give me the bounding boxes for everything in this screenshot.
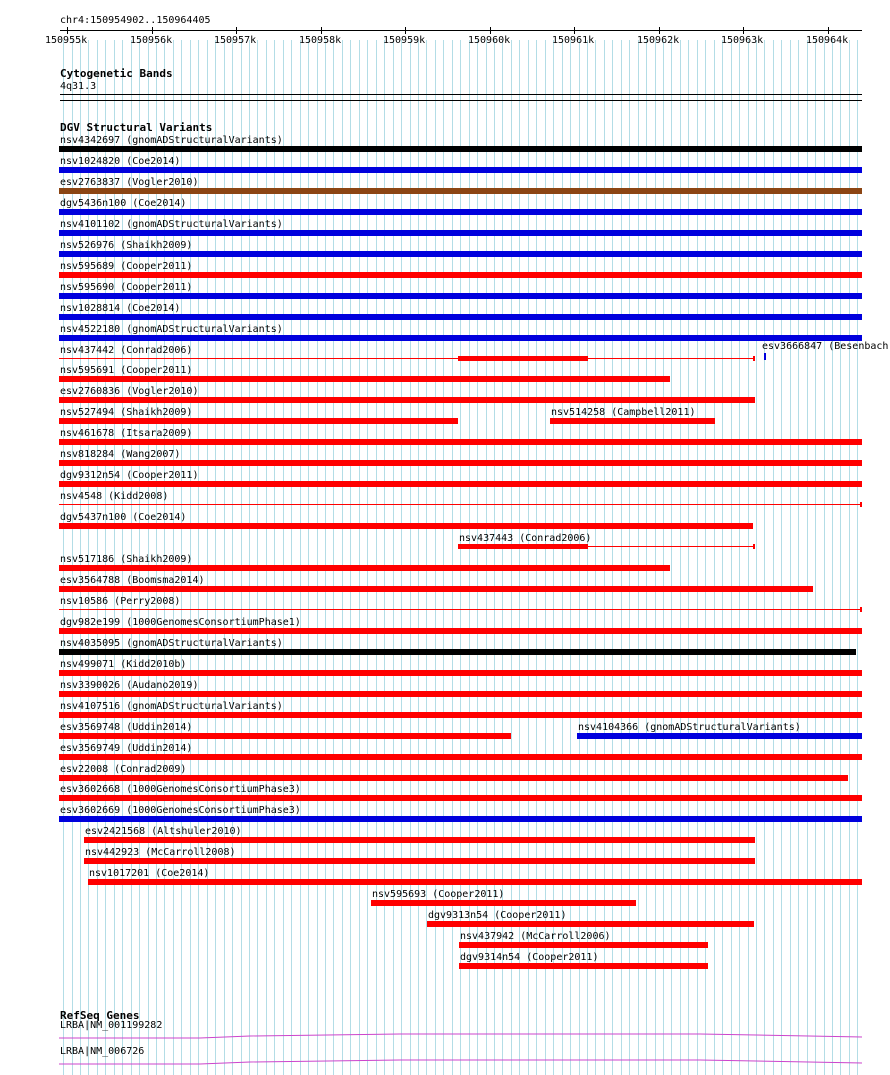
feature-label[interactable]: nsv1028814 (Coe2014)	[60, 303, 181, 314]
feature-label[interactable]: dgv9312n54 (Cooper2011)	[60, 470, 199, 481]
feature-glyph[interactable]	[88, 879, 862, 885]
feature-glyph[interactable]	[59, 795, 862, 801]
feature-label[interactable]: nsv4342697 (gnomADStructuralVariants)	[60, 135, 283, 146]
feature-glyph[interactable]	[59, 209, 862, 215]
feature-glyph[interactable]	[59, 481, 862, 487]
feature-glyph[interactable]	[371, 900, 636, 906]
feature-glyph[interactable]	[59, 754, 862, 760]
feature-label[interactable]: nsv1017201 (Coe2014)	[89, 868, 210, 879]
feature-glyph[interactable]	[59, 609, 862, 610]
feature-label[interactable]: nsv4101102 (gnomADStructuralVariants)	[60, 219, 283, 230]
feature-label[interactable]: nsv1024820 (Coe2014)	[60, 156, 181, 167]
ruler-tick	[574, 27, 575, 34]
ruler-tick-label: 150962k	[637, 35, 680, 46]
ruler-tick	[743, 27, 744, 34]
ruler-axis	[60, 30, 862, 31]
gene-model[interactable]	[0, 1029, 890, 1041]
track-separator	[60, 100, 862, 101]
ruler-tick	[67, 27, 68, 34]
feature-glyph[interactable]	[59, 167, 862, 173]
feature-glyph[interactable]	[459, 942, 708, 948]
cytoband-label: 4q31.3	[60, 81, 97, 92]
feature-label[interactable]: nsv437443 (Conrad2006)	[459, 533, 592, 544]
ruler-tick	[152, 27, 153, 34]
feature-label[interactable]: dgv9313n54 (Cooper2011)	[428, 910, 567, 921]
feature-label[interactable]: esv22008 (Conrad2009)	[60, 764, 187, 775]
feature-glyph[interactable]	[59, 376, 670, 382]
feature-label[interactable]: esv3569748 (Uddin2014)	[60, 722, 193, 733]
feature-glyph[interactable]	[59, 523, 753, 529]
feature-glyph[interactable]	[59, 712, 862, 718]
feature-label[interactable]: nsv437442 (Conrad2006)	[60, 345, 193, 356]
ruler-tick	[405, 27, 406, 34]
feature-glyph[interactable]	[59, 293, 862, 299]
feature-label[interactable]: nsv4104366 (gnomADStructuralVariants)	[578, 722, 801, 733]
feature-label[interactable]: nsv4522180 (gnomADStructuralVariants)	[60, 324, 283, 335]
feature-glyph[interactable]	[59, 314, 862, 320]
feature-glyph[interactable]	[59, 439, 862, 445]
feature-label[interactable]: esv2421568 (Altshuler2010)	[85, 826, 242, 837]
feature-label[interactable]: esv3666847 (Besenbach	[762, 341, 889, 352]
ruler-tick-label: 150959k	[383, 35, 426, 46]
feature-label[interactable]: nsv527494 (Shaikh2009)	[60, 407, 193, 418]
feature-glyph[interactable]	[59, 397, 755, 403]
feature-glyph[interactable]	[459, 963, 708, 969]
feature-glyph[interactable]	[550, 418, 715, 424]
feature-glyph[interactable]	[577, 733, 862, 739]
ruler-tick-label: 150963k	[721, 35, 764, 46]
feature-label[interactable]: nsv595693 (Cooper2011)	[372, 889, 505, 900]
feature-label[interactable]: nsv595691 (Cooper2011)	[60, 365, 193, 376]
cytoband-bar	[60, 94, 862, 95]
feature-glyph[interactable]	[764, 353, 766, 360]
feature-glyph[interactable]	[59, 418, 458, 424]
feature-label[interactable]: esv3569749 (Uddin2014)	[60, 743, 193, 754]
ruler-tick	[236, 27, 237, 34]
feature-glyph[interactable]	[458, 544, 588, 549]
feature-label[interactable]: nsv3390026 (Audano2019)	[60, 680, 199, 691]
dgv-track-title: DGV Structural Variants	[60, 121, 213, 134]
feature-label[interactable]: esv3564788 (Boomsma2014)	[60, 575, 205, 586]
feature-glyph[interactable]	[59, 586, 813, 592]
feature-label[interactable]: dgv5436n100 (Coe2014)	[60, 198, 187, 209]
feature-glyph[interactable]	[59, 188, 862, 194]
feature-label[interactable]: nsv10586 (Perry2008)	[60, 596, 181, 607]
gene-model[interactable]	[0, 1055, 890, 1067]
feature-glyph[interactable]	[458, 356, 588, 361]
feature-glyph[interactable]	[59, 733, 511, 739]
ruler-tick-label: 150964k	[806, 35, 849, 46]
feature-label[interactable]: nsv437942 (McCarroll2006)	[460, 931, 611, 942]
ruler-tick-label: 150955k	[45, 35, 88, 46]
feature-glyph[interactable]	[59, 335, 862, 341]
ruler-tick	[490, 27, 491, 34]
feature-glyph[interactable]	[84, 858, 755, 864]
feature-glyph[interactable]	[84, 837, 755, 843]
feature-glyph[interactable]	[59, 504, 862, 505]
feature-label[interactable]: nsv499071 (Kidd2010b)	[60, 659, 187, 670]
ruler-tick	[659, 27, 660, 34]
refseq-track-title: RefSeq Genes	[60, 1009, 140, 1022]
feature-glyph[interactable]	[59, 816, 862, 822]
feature-end-cap	[860, 607, 862, 612]
feature-glyph[interactable]	[59, 775, 848, 781]
feature-label[interactable]: nsv4107516 (gnomADStructuralVariants)	[60, 701, 283, 712]
feature-label[interactable]: nsv595689 (Cooper2011)	[60, 261, 193, 272]
feature-label[interactable]: nsv4548 (Kidd2008)	[60, 491, 169, 502]
gene-label[interactable]: LRBA|NM_001199282	[60, 1020, 163, 1031]
gene-label[interactable]: LRBA|NM_006726	[60, 1046, 145, 1057]
feature-label[interactable]: nsv517186 (Shaikh2009)	[60, 554, 193, 565]
feature-label[interactable]: nsv595690 (Cooper2011)	[60, 282, 193, 293]
feature-label[interactable]: esv2760836 (Vogler2010)	[60, 386, 199, 397]
locus-label: chr4:150954902..150964405	[60, 15, 211, 26]
feature-glyph[interactable]	[59, 691, 862, 697]
feature-label[interactable]: nsv442923 (McCarroll2008)	[85, 847, 236, 858]
feature-glyph[interactable]	[427, 921, 754, 927]
feature-glyph[interactable]	[59, 628, 862, 634]
cytoband-track-title: Cytogenetic Bands	[60, 67, 173, 80]
feature-label[interactable]: dgv5437n100 (Coe2014)	[60, 512, 187, 523]
ruler-tick	[321, 27, 322, 34]
ruler-tick-label: 150961k	[552, 35, 595, 46]
feature-label[interactable]: dgv9314n54 (Cooper2011)	[460, 952, 599, 963]
feature-glyph[interactable]	[59, 272, 862, 278]
ruler-tick-label: 150958k	[299, 35, 342, 46]
ruler-tick-label: 150960k	[468, 35, 511, 46]
feature-label[interactable]: esv3602669 (1000GenomesConsortiumPhase3)	[60, 805, 301, 816]
feature-label[interactable]: esv3602668 (1000GenomesConsortiumPhase3)	[60, 784, 301, 795]
feature-label[interactable]: nsv818284 (Wang2007)	[60, 449, 181, 460]
feature-glyph[interactable]	[59, 251, 862, 257]
gene-line	[59, 1060, 862, 1064]
feature-label[interactable]: esv2763837 (Vogler2010)	[60, 177, 199, 188]
ruler-tick-label: 150956k	[130, 35, 173, 46]
ruler-tick	[828, 27, 829, 34]
feature-glyph[interactable]	[59, 460, 862, 466]
gene-line	[59, 1034, 862, 1038]
feature-label[interactable]: nsv514258 (Campbell2011)	[551, 407, 696, 418]
feature-label[interactable]: dgv982e199 (1000GenomesConsortiumPhase1)	[60, 617, 301, 628]
feature-glyph[interactable]	[59, 358, 755, 359]
feature-label[interactable]: nsv461678 (Itsara2009)	[60, 428, 193, 439]
feature-glyph[interactable]	[59, 649, 856, 655]
feature-end-cap	[753, 356, 755, 361]
feature-end-cap	[860, 502, 862, 507]
feature-glyph[interactable]	[59, 670, 862, 676]
feature-glyph[interactable]	[59, 565, 670, 571]
ruler-tick-label: 150957k	[214, 35, 257, 46]
feature-end-cap	[753, 544, 755, 549]
feature-glyph[interactable]	[59, 230, 862, 236]
feature-glyph[interactable]	[59, 146, 862, 152]
feature-label[interactable]: nsv526976 (Shaikh2009)	[60, 240, 193, 251]
feature-label[interactable]: nsv4035095 (gnomADStructuralVariants)	[60, 638, 283, 649]
